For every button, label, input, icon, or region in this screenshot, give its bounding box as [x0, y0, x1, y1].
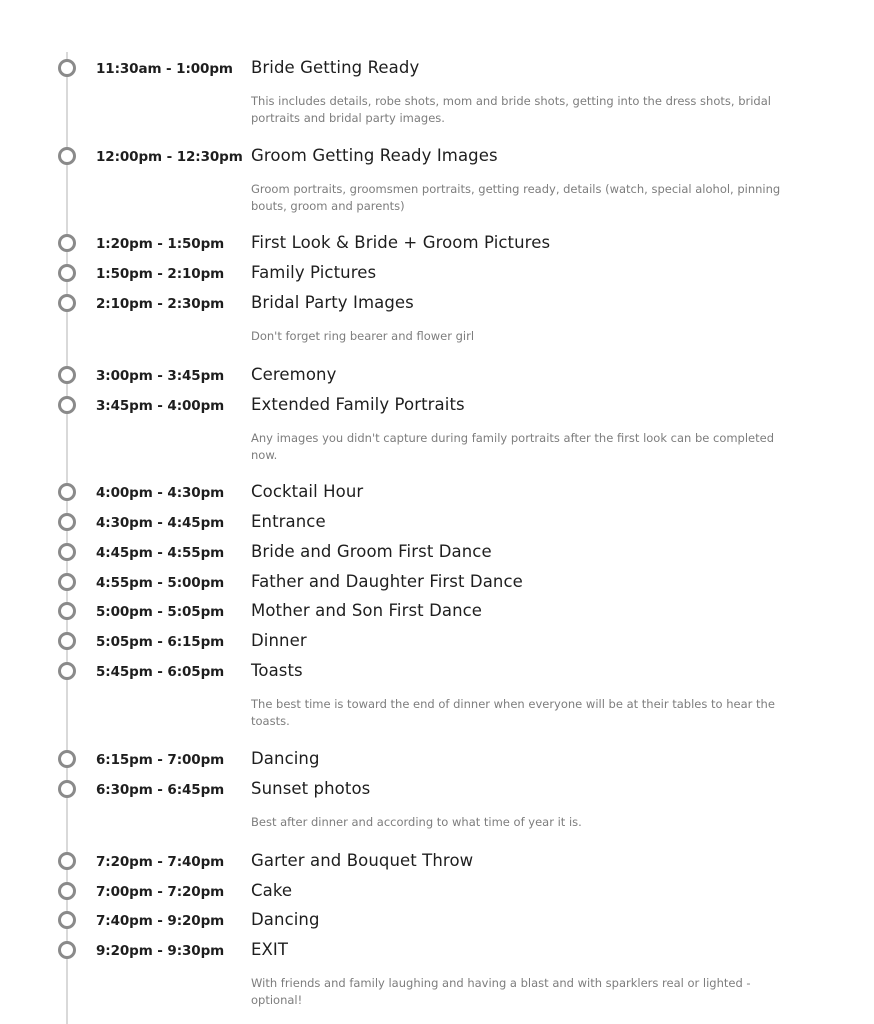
event-time: 3:45pm - 4:00pm: [96, 398, 225, 414]
event-time: 6:15pm - 7:00pm: [96, 752, 225, 768]
timeline-dot-icon: [58, 396, 76, 414]
timeline-item: [0, 632, 874, 654]
event-time: 4:55pm - 5:00pm: [96, 575, 225, 591]
event-title: Groom Getting Ready Images: [251, 146, 498, 165]
timeline-item: [0, 750, 874, 772]
timeline-dot-icon: [58, 780, 76, 798]
event-time: 5:00pm - 5:05pm: [96, 604, 225, 620]
event-title: Dancing: [251, 910, 320, 929]
timeline-item: [0, 396, 874, 418]
event-note: Any images you didn't capture during family portraits after the first look can be completed now.: [251, 431, 775, 462]
event-title: Extended Family Portraits: [251, 395, 465, 414]
event-time: 7:00pm - 7:20pm: [96, 884, 225, 900]
timeline-item: [0, 941, 874, 963]
timeline-line: [66, 52, 68, 1024]
timeline-item: [0, 59, 874, 81]
event-time: 5:05pm - 6:15pm: [96, 634, 225, 650]
timeline-dot-icon: [58, 59, 76, 77]
timeline-dot-icon: [58, 662, 76, 680]
event-time: 11:30am - 1:00pm: [96, 61, 233, 77]
timeline-item: [0, 264, 874, 286]
timeline-dot-icon: [58, 513, 76, 531]
event-time: 6:30pm - 6:45pm: [96, 782, 225, 798]
event-title: Dancing: [251, 749, 320, 768]
event-note: The best time is toward the end of dinner when everyone will be at their tables to hear the toasts.: [251, 697, 775, 728]
event-note: Don't forget ring bearer and flower girl: [251, 329, 475, 343]
event-note: With friends and family laughing and having a blast and with sparklers real or lighted - optional!: [251, 976, 751, 1007]
event-time: 5:45pm - 6:05pm: [96, 664, 225, 680]
event-title: Garter and Bouquet Throw: [251, 851, 474, 870]
timeline-dot-icon: [58, 882, 76, 900]
timeline-dot-icon: [58, 852, 76, 870]
timeline-dot-icon: [58, 234, 76, 252]
event-time: 7:40pm - 9:20pm: [96, 913, 225, 929]
timeline-dot-icon: [58, 941, 76, 959]
event-title: Mother and Son First Dance: [251, 601, 483, 620]
timeline-item: [0, 543, 874, 565]
event-time: 1:50pm - 2:10pm: [96, 266, 225, 282]
timeline-item: [0, 294, 874, 316]
event-title: Dinner: [251, 631, 307, 650]
event-title: Cocktail Hour: [251, 482, 364, 501]
event-time: 2:10pm - 2:30pm: [96, 296, 225, 312]
event-title: Toasts: [251, 661, 303, 680]
event-note: Best after dinner and according to what time of year it is.: [251, 815, 582, 829]
event-title: Bridal Party Images: [251, 293, 414, 312]
timeline-item: [0, 780, 874, 802]
timeline-dot-icon: [58, 264, 76, 282]
event-title: Bride and Groom First Dance: [251, 542, 492, 561]
event-title: Cake: [251, 881, 293, 900]
timeline-item: [0, 602, 874, 624]
timeline-dot-icon: [58, 147, 76, 165]
event-title: Father and Daughter First Dance: [251, 572, 523, 591]
timeline-dot-icon: [58, 632, 76, 650]
timeline-dot-icon: [58, 543, 76, 561]
event-title: EXIT: [251, 940, 289, 959]
event-time: 7:20pm - 7:40pm: [96, 854, 225, 870]
timeline-dot-icon: [58, 602, 76, 620]
event-time: 3:00pm - 3:45pm: [96, 368, 225, 384]
timeline-dot-icon: [58, 573, 76, 591]
event-title: Sunset photos: [251, 779, 371, 798]
timeline-item: [0, 573, 874, 595]
event-title: Family Pictures: [251, 263, 377, 282]
timeline-item: [0, 483, 874, 505]
event-time: 4:00pm - 4:30pm: [96, 485, 225, 501]
event-title: Entrance: [251, 512, 326, 531]
timeline-dot-icon: [58, 911, 76, 929]
timeline-item: [0, 911, 874, 933]
event-note: This includes details, robe shots, mom and bride shots, getting into the dress shots, bridal portraits and bridal party images.: [251, 94, 771, 125]
event-time: 12:00pm - 12:30pm: [96, 149, 243, 165]
event-time: 9:20pm - 9:30pm: [96, 943, 225, 959]
timeline-item: [0, 366, 874, 388]
timeline-dot-icon: [58, 750, 76, 768]
event-time: 1:20pm - 1:50pm: [96, 236, 225, 252]
event-title: Bride Getting Ready: [251, 58, 420, 77]
timeline-dot-icon: [58, 483, 76, 501]
timeline-dot-icon: [58, 366, 76, 384]
timeline-item: [0, 513, 874, 535]
event-title: Ceremony: [251, 365, 337, 384]
timeline-item: [0, 147, 874, 169]
timeline-item: [0, 234, 874, 256]
timeline-item: [0, 662, 874, 684]
timeline-item: [0, 852, 874, 874]
timeline-dot-icon: [58, 294, 76, 312]
event-note: Groom portraits, groomsmen portraits, getting ready, details (watch, special alohol, pinning bouts, groom and parents): [251, 182, 781, 213]
event-time: 4:30pm - 4:45pm: [96, 515, 225, 531]
event-title: First Look & Bride + Groom Pictures: [251, 233, 551, 252]
timeline-item: [0, 882, 874, 904]
event-time: 4:45pm - 4:55pm: [96, 545, 225, 561]
